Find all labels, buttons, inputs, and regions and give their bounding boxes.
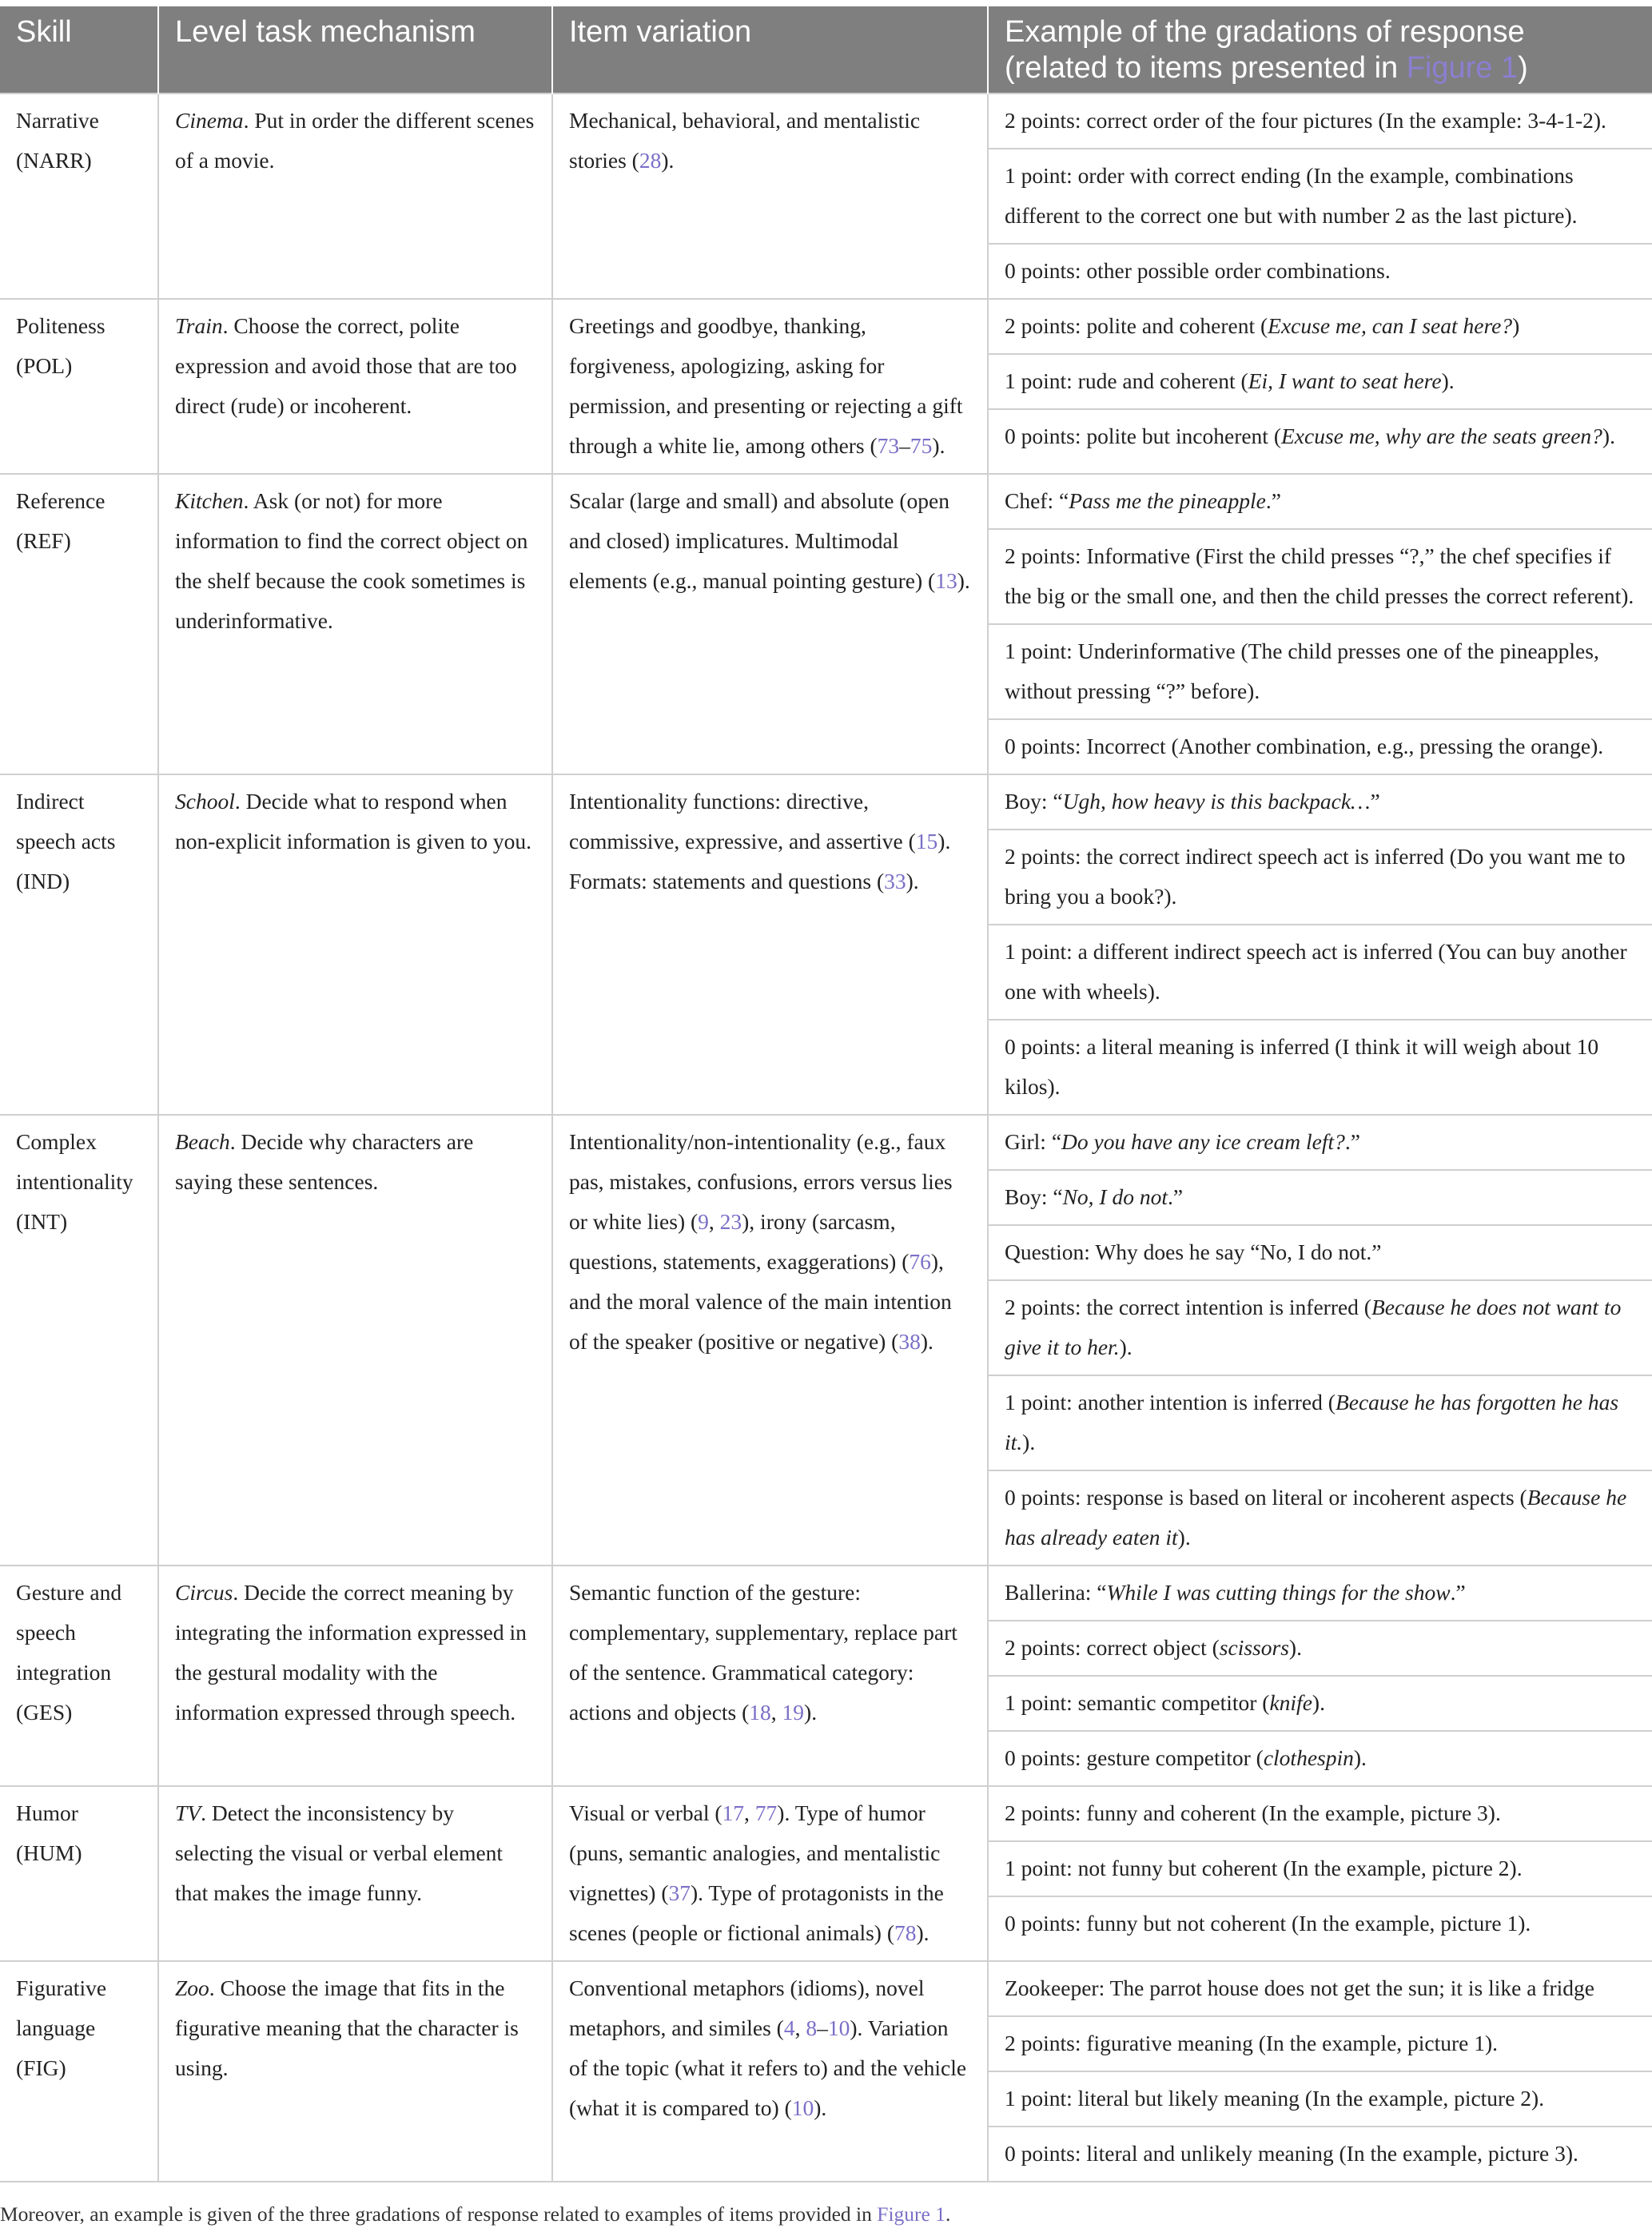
text-run: 0 points: a literal meaning is inferred (I think it will weigh about 10 kilos). bbox=[1005, 1034, 1599, 1099]
text-run: ). bbox=[1119, 1335, 1133, 1359]
citation-link[interactable]: 76 bbox=[909, 1249, 931, 1274]
italic-run: clothespin bbox=[1263, 1745, 1354, 1770]
skill-cell bbox=[0, 774, 158, 1115]
citation-link[interactable]: 19 bbox=[782, 1700, 805, 1725]
level-text: . Decide what to respond when non-explicit information is given to you. bbox=[175, 789, 532, 853]
text-run: 2 points: figurative meaning (In the example, picture 1). bbox=[1005, 2031, 1499, 2055]
skill-cell bbox=[0, 299, 158, 474]
example-line bbox=[989, 2015, 1652, 2071]
table-footnote bbox=[0, 2200, 950, 2229]
skill-line: Gesture and bbox=[16, 1580, 122, 1605]
text-run: 0 points: Incorrect (Another combination, e.g., pressing the orange). bbox=[1005, 734, 1604, 758]
table-row bbox=[0, 474, 1652, 774]
variation-cell bbox=[552, 1961, 988, 2182]
example-line bbox=[989, 623, 1652, 718]
example-line bbox=[989, 1169, 1652, 1224]
example-line bbox=[989, 408, 1652, 464]
example-line bbox=[989, 353, 1652, 408]
example-line bbox=[989, 1566, 1652, 1620]
text-run: ). Type of protagonists in the scenes (people or fictional animals) ( bbox=[569, 1880, 944, 1945]
italic-run: Pass me the pineapple bbox=[1069, 488, 1266, 513]
text-run: 0 points: literal and unlikely meaning (In the example, picture 3). bbox=[1005, 2141, 1578, 2166]
example-line bbox=[989, 243, 1652, 298]
italic-run: Because he has already eaten it bbox=[1005, 1485, 1627, 1550]
skill-cell bbox=[0, 474, 158, 774]
header-variation: Item variation bbox=[552, 6, 988, 93]
example-line bbox=[989, 1896, 1652, 1951]
example-line bbox=[989, 2126, 1652, 2181]
text-run: ). bbox=[932, 433, 945, 458]
example-line bbox=[989, 1730, 1652, 1785]
text-run: Visual or verbal ( bbox=[569, 1800, 723, 1825]
citation-link[interactable]: 38 bbox=[898, 1329, 921, 1354]
footnote-text: Moreover, an example is given of the three gradations of response related to examples of items provided in bbox=[0, 2202, 878, 2226]
example-line bbox=[989, 1787, 1652, 1840]
text-run: 0 points: other possible order combinations. bbox=[1005, 258, 1391, 283]
text-run: ). bbox=[906, 869, 919, 893]
skill-cell bbox=[0, 1961, 158, 2182]
level-title: TV bbox=[175, 1800, 201, 1825]
text-run: ” bbox=[1370, 789, 1380, 814]
level-text: . Decide the correct meaning by integrating the information expressed in the gestural modality with the information expressed through speech. bbox=[175, 1580, 527, 1725]
header-level: Level task mechanism bbox=[158, 6, 552, 93]
text-run: 1 point: Underinformative (The child presses one of the pineapples, without pressing “?” before). bbox=[1005, 639, 1599, 703]
header-example-close: ) bbox=[1518, 51, 1528, 85]
skill-line: speech acts bbox=[16, 829, 116, 853]
citation-link[interactable]: 13 bbox=[935, 568, 957, 593]
text-run: Girl: “ bbox=[1005, 1129, 1062, 1154]
level-title: Circus bbox=[175, 1580, 233, 1605]
skill-line: Politeness bbox=[16, 313, 105, 338]
skill-cell bbox=[0, 1115, 158, 1566]
text-run: 0 points: response is based on literal or incoherent aspects ( bbox=[1005, 1485, 1527, 1510]
level-cell bbox=[158, 1786, 552, 1961]
level-cell bbox=[158, 93, 552, 299]
text-run: 1 point: not funny but coherent (In the example, picture 2). bbox=[1005, 1856, 1523, 1880]
level-text: . Ask (or not) for more information to find the correct object on the shelf because the cook sometimes is underinformative. bbox=[175, 488, 528, 633]
skill-cell bbox=[0, 1786, 158, 1961]
skill-line: (FIG) bbox=[16, 2055, 66, 2080]
text-run: , bbox=[770, 1700, 782, 1725]
citation-link[interactable]: 9 bbox=[698, 1209, 709, 1234]
text-run: 1 point: literal but likely meaning (In the example, picture 2). bbox=[1005, 2086, 1545, 2111]
header-figure-link[interactable]: Figure 1 bbox=[1406, 51, 1519, 85]
example-line bbox=[989, 1675, 1652, 1730]
variation-cell bbox=[552, 93, 988, 299]
header-skill: Skill bbox=[0, 6, 158, 93]
italic-run: Because he does not want to give it to her. bbox=[1005, 1295, 1622, 1359]
text-run: , bbox=[744, 1800, 755, 1825]
citation-link[interactable]: 75 bbox=[910, 433, 933, 458]
citation-link[interactable]: 10 bbox=[827, 2015, 850, 2040]
text-run: ). bbox=[1602, 424, 1615, 448]
italic-run: Do you have any ice cream left? bbox=[1061, 1129, 1345, 1154]
text-run: Intentionality/non-intentionality (e.g., faux pas, mistakes, confusions, errors versus lies or white lies) ( bbox=[569, 1129, 953, 1234]
example-line bbox=[989, 1116, 1652, 1169]
text-run: Greetings and goodbye, thanking, forgiveness, apologizing, asking for permission, and presenting or rejecting a gift through a white lie, among others ( bbox=[569, 313, 963, 458]
level-title: Zoo bbox=[175, 1975, 209, 2000]
level-cell bbox=[158, 1115, 552, 1566]
italic-run: knife bbox=[1269, 1690, 1312, 1715]
level-text: . Choose the image that fits in the figurative meaning that the character is using. bbox=[175, 1975, 519, 2080]
level-cell bbox=[158, 1961, 552, 2182]
italic-run: Ugh, how heavy is this backpack… bbox=[1062, 789, 1371, 814]
text-run: Scalar (large and small) and absolute (open and closed) implicatures. Multimodal elements (e.g., manual pointing gesture) ( bbox=[569, 488, 949, 593]
text-run: Mechanical, behavioral, and mentalistic stories ( bbox=[569, 108, 921, 173]
example-cell bbox=[988, 93, 1652, 299]
table-row bbox=[0, 1961, 1652, 2182]
text-run: Boy: “ bbox=[1005, 1184, 1063, 1209]
example-line bbox=[989, 775, 1652, 829]
text-run: ). bbox=[1441, 368, 1455, 393]
example-line bbox=[989, 2071, 1652, 2126]
skill-line: (HUM) bbox=[16, 1840, 82, 1865]
text-run: ). bbox=[957, 568, 970, 593]
skill-line: (IND) bbox=[16, 869, 70, 893]
table-row bbox=[0, 1566, 1652, 1786]
text-run: .” bbox=[1167, 1184, 1184, 1209]
text-run: 2 points: the correct intention is inferred ( bbox=[1005, 1295, 1371, 1319]
text-run: Intentionality functions: directive, commissive, expressive, and assertive ( bbox=[569, 789, 916, 853]
text-run: 2 points: the correct indirect speech act is inferred (Do you want me to bring you a book?). bbox=[1005, 844, 1626, 909]
skill-line: (GES) bbox=[16, 1700, 73, 1725]
italic-run: Because he has forgotten he has it. bbox=[1005, 1390, 1619, 1454]
skill-line: speech bbox=[16, 1620, 76, 1645]
example-cell bbox=[988, 474, 1652, 774]
text-run: 2 points: funny and coherent (In the example, picture 3). bbox=[1005, 1800, 1501, 1825]
footnote-end: . bbox=[945, 2202, 951, 2226]
text-run: 1 point: semantic competitor ( bbox=[1005, 1690, 1270, 1715]
italic-run: No, I do not bbox=[1062, 1184, 1168, 1209]
level-title: Train bbox=[175, 313, 223, 338]
text-run: 2 points: polite and coherent ( bbox=[1005, 313, 1268, 338]
example-line bbox=[989, 1620, 1652, 1675]
level-title: Kitchen bbox=[175, 488, 244, 513]
citation-link[interactable]: 17 bbox=[722, 1800, 745, 1825]
level-text: . Detect the inconsistency by selecting the visual or verbal element that makes the image funny. bbox=[175, 1800, 504, 1905]
text-run: Boy: “ bbox=[1005, 789, 1063, 814]
skill-line: Reference bbox=[16, 488, 105, 513]
example-cell bbox=[988, 774, 1652, 1115]
example-line bbox=[989, 300, 1652, 353]
text-run: , bbox=[708, 1209, 720, 1234]
text-run: .” bbox=[1265, 488, 1281, 513]
italic-run: Ei, I want to seat here bbox=[1248, 368, 1442, 393]
text-run: ). bbox=[804, 1700, 818, 1725]
skill-line: (REF) bbox=[16, 528, 71, 553]
text-run: ). bbox=[1022, 1430, 1036, 1454]
example-line bbox=[989, 1279, 1652, 1375]
variation-cell bbox=[552, 1115, 988, 1566]
text-run: 0 points: polite but incoherent ( bbox=[1005, 424, 1281, 448]
header-example bbox=[988, 6, 1652, 93]
skill-cell bbox=[0, 93, 158, 299]
text-run: .” bbox=[1450, 1580, 1466, 1605]
text-run: 1 point: a different indirect speech act is inferred (You can buy another one with wheels). bbox=[1005, 939, 1627, 1004]
table-header-row bbox=[0, 6, 1652, 93]
level-cell bbox=[158, 774, 552, 1115]
example-line bbox=[989, 1840, 1652, 1896]
citation-link[interactable]: 73 bbox=[877, 433, 900, 458]
example-cell bbox=[988, 1566, 1652, 1786]
example-line bbox=[989, 528, 1652, 623]
example-line bbox=[989, 148, 1652, 243]
skill-line: (POL) bbox=[16, 353, 73, 378]
example-line bbox=[989, 718, 1652, 774]
text-run: Question: Why does he say “No, I do not.” bbox=[1005, 1239, 1382, 1264]
text-run: ). bbox=[916, 1920, 929, 1945]
table-row bbox=[0, 93, 1652, 299]
text-run: 2 points: correct order of the four pictures (In the example: 3-4-1-2). bbox=[1005, 108, 1606, 133]
text-run: ). Type of humor (puns, semantic analogies, and mentalistic vignettes) ( bbox=[569, 1800, 941, 1905]
citation-link[interactable]: 28 bbox=[639, 148, 662, 173]
text-run: , bbox=[794, 2015, 806, 2040]
table-row bbox=[0, 1786, 1652, 1961]
text-run: 1 point: another intention is inferred ( bbox=[1005, 1390, 1336, 1414]
skill-line: (INT) bbox=[16, 1209, 68, 1234]
text-run: – bbox=[899, 433, 910, 458]
text-run: ). bbox=[1177, 1525, 1191, 1550]
text-run: – bbox=[817, 2015, 828, 2040]
skill-line: Complex bbox=[16, 1129, 97, 1154]
level-text: . Choose the correct, polite expression and avoid those that are too direct (rude) or incoherent. bbox=[175, 313, 517, 418]
level-title: Cinema bbox=[175, 108, 244, 133]
example-line bbox=[989, 1962, 1652, 2015]
example-cell bbox=[988, 1115, 1652, 1566]
skill-line: Figurative bbox=[16, 1975, 107, 2000]
citation-link[interactable]: 37 bbox=[668, 1880, 691, 1905]
level-title: Beach bbox=[175, 1129, 230, 1154]
text-run: ). Formats: statements and questions ( bbox=[569, 829, 951, 893]
gradations-table bbox=[0, 6, 1652, 2182]
citation-link[interactable]: 8 bbox=[806, 2015, 818, 2040]
text-run: ). bbox=[1288, 1635, 1302, 1660]
italic-run: Excuse me, can I seat here? bbox=[1268, 313, 1513, 338]
variation-cell bbox=[552, 1786, 988, 1961]
level-text: . Put in order the different scenes of a movie. bbox=[175, 108, 535, 173]
text-run: 2 points: correct object ( bbox=[1005, 1635, 1220, 1660]
level-cell bbox=[158, 1566, 552, 1786]
example-line bbox=[989, 1224, 1652, 1279]
example-line bbox=[989, 829, 1652, 924]
variation-cell bbox=[552, 774, 988, 1115]
text-run: ). bbox=[661, 148, 675, 173]
text-run: Zookeeper: The parrot house does not get the sun; it is like a fridge bbox=[1005, 1975, 1594, 2000]
example-cell bbox=[988, 1961, 1652, 2182]
level-cell bbox=[158, 474, 552, 774]
skill-line: (NARR) bbox=[16, 148, 92, 173]
italic-run: scissors bbox=[1219, 1635, 1289, 1660]
example-line bbox=[989, 1019, 1652, 1114]
citation-link[interactable]: 77 bbox=[754, 1800, 778, 1825]
table-row bbox=[0, 1115, 1652, 1566]
skill-line: language bbox=[16, 2015, 96, 2040]
text-run: 1 point: order with correct ending (In the example, combinations different to the correct one but with number 2 as the last picture). bbox=[1005, 163, 1578, 228]
citation-link[interactable]: 15 bbox=[915, 829, 938, 853]
example-cell bbox=[988, 1786, 1652, 1961]
text-run: ). bbox=[814, 2095, 827, 2120]
table-row bbox=[0, 774, 1652, 1115]
text-run: 2 points: Informative (First the child presses “?,” the chef specifies if the big or the small one, and then the child presses the correct referent). bbox=[1005, 543, 1634, 608]
text-run: 1 point: rude and coherent ( bbox=[1005, 368, 1248, 393]
variation-cell bbox=[552, 1566, 988, 1786]
text-run: ). bbox=[1353, 1745, 1367, 1770]
example-line bbox=[989, 1375, 1652, 1470]
text-run: Chef: “ bbox=[1005, 488, 1069, 513]
variation-cell bbox=[552, 474, 988, 774]
example-line bbox=[989, 1470, 1652, 1565]
text-run: 0 points: funny but not coherent (In the example, picture 1). bbox=[1005, 1911, 1531, 1936]
table-row bbox=[0, 299, 1652, 474]
level-text: . Decide why characters are saying these sentences. bbox=[175, 1129, 474, 1194]
text-run: ). bbox=[920, 1329, 933, 1354]
skill-line: Indirect bbox=[16, 789, 85, 814]
skill-line: Narrative bbox=[16, 108, 99, 133]
text-run: ), irony (sarcasm, questions, statements, exaggerations) ( bbox=[569, 1209, 910, 1274]
citation-link[interactable]: 33 bbox=[884, 869, 906, 893]
citation-link[interactable]: 23 bbox=[719, 1209, 742, 1234]
text-run: 0 points: gesture competitor ( bbox=[1005, 1745, 1264, 1770]
footnote-figure-link[interactable]: Figure 1 bbox=[877, 2202, 945, 2226]
variation-cell bbox=[552, 299, 988, 474]
text-run: ). bbox=[1312, 1690, 1325, 1715]
citation-link[interactable]: 78 bbox=[894, 1920, 917, 1945]
skill-line: Humor bbox=[16, 1800, 78, 1825]
skill-line: intentionality bbox=[16, 1169, 133, 1194]
header-example-text: Example of the gradations of response (related to items presented in bbox=[1005, 15, 1525, 85]
italic-run: While I was cutting things for the show bbox=[1106, 1580, 1451, 1605]
example-cell bbox=[988, 299, 1652, 474]
citation-link[interactable]: 18 bbox=[749, 1700, 771, 1725]
level-title: School bbox=[175, 789, 235, 814]
level-cell bbox=[158, 299, 552, 474]
italic-run: Excuse me, why are the seats green? bbox=[1280, 424, 1602, 448]
example-line bbox=[989, 94, 1652, 148]
text-run: ). Variation of the topic (what it refers to) and the vehicle (what it is compared to) ( bbox=[569, 2015, 967, 2120]
text-run: ) bbox=[1512, 313, 1520, 338]
text-run: ), and the moral valence of the main intention of the speaker (positive or negative) ( bbox=[569, 1249, 952, 1354]
example-line bbox=[989, 475, 1652, 528]
text-run: .” bbox=[1344, 1129, 1360, 1154]
citation-link[interactable]: 4 bbox=[783, 2015, 795, 2040]
skill-cell bbox=[0, 1566, 158, 1786]
citation-link[interactable]: 10 bbox=[791, 2095, 814, 2120]
skill-line: integration bbox=[16, 1660, 112, 1685]
text-run: Semantic function of the gesture: complementary, supplementary, replace part of the sentence. Grammatical category: actions and objects ( bbox=[569, 1580, 957, 1725]
example-line bbox=[989, 924, 1652, 1019]
text-run: Conventional metaphors (idioms), novel metaphors, and similes ( bbox=[569, 1975, 925, 2040]
text-run: Ballerina: “ bbox=[1005, 1580, 1107, 1605]
